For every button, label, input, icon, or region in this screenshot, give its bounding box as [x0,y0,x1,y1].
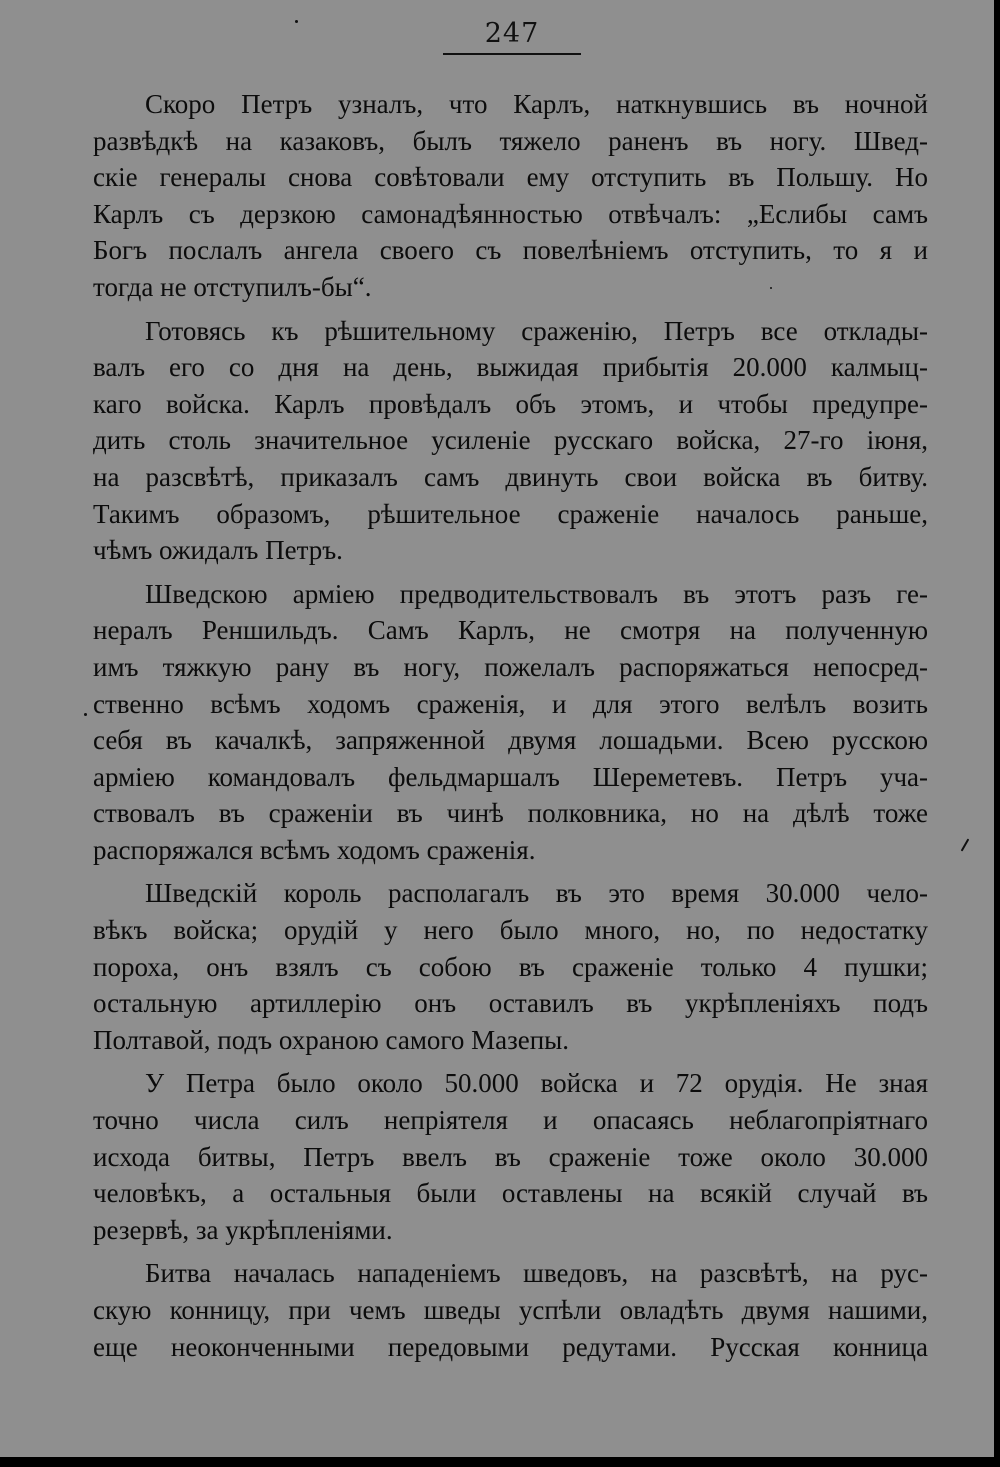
print-speck [961,838,970,851]
text-line: арміею командовалъ фельдмаршалъ Шереметевъ. Петръ уча- [93,761,928,792]
paragraph-gap [93,1058,928,1065]
paragraph-gap [93,868,928,875]
text-line: Карлъ съ дерзкою самонадѣянностью отвѣчалъ: „Еслибы самъ [93,198,928,229]
paragraph [93,875,928,1058]
text-line: развѣдкѣ на казаковъ, былъ тяжело раненъ въ ногу. Швед- [93,125,928,156]
paragraph-gap [93,569,928,576]
print-speck [295,20,298,23]
text-line: Шведскій король располагалъ въ это время 30.000 чело- [145,878,928,909]
body-text [93,86,928,1365]
text-line: еще неоконченными передовыми редутами. Русская конница [93,1331,928,1362]
print-speck [84,713,87,716]
text-line: распоряжался всѣмъ ходомъ сраженія. [93,834,536,865]
text-line: имъ тяжкую рану въ ногу, пожелалъ распоряжаться непосред- [93,651,928,682]
text-line: скіе генералы снова совѣтовали ему отступить въ Польшу. Но [93,162,928,193]
scan-edge-bottom [0,1457,1000,1467]
scan-edge-right [994,0,1000,1467]
text-line: Такимъ образомъ, рѣшительное сраженіе началось раньше, [93,498,928,529]
text-line: нералъ Реншильдъ. Самъ Карлъ, не смотря на полученную [93,615,928,646]
page-number: 247 [484,18,540,49]
text-line: ственно всѣмъ ходомъ сраженія, и для этого велѣлъ возить [93,688,928,719]
text-line: себя въ качалкѣ, запряженной двумя лошадьми. Всею русскою [93,725,928,756]
text-line: на разсвѣтѣ, приказалъ самъ двинуть свои войска въ битву. [93,461,928,492]
paragraph [93,86,928,306]
text-line: каго войска. Карлъ провѣдалъ объ этомъ, и чтобы предупре- [93,388,928,419]
text-line: скую конницу, при чемъ шведы успѣли овладѣть двумя нашими, [93,1295,928,1325]
text-line: Готовясь къ рѣшительному сраженію, Петръ все отклады- [145,315,928,346]
text-line: тогда не отступилъ-бы“. [93,271,372,302]
text-line: Богъ послалъ ангела своего съ повелѣніемъ отступить, то я и [93,235,928,266]
paragraph [93,576,928,869]
text-line: чѣмъ ожидалъ Петръ. [93,535,343,566]
header-rule [443,53,581,55]
paragraph-gap [93,306,928,313]
text-line: Скоро Петръ узналъ, что Карлъ, наткнувшись въ ночной [145,89,928,119]
text-line: остальную артиллерію онъ оставилъ въ укрѣпленіяхъ подъ [93,988,928,1019]
text-line: исхода битвы, Петръ ввелъ въ сраженіе тоже около 30.000 [93,1141,928,1172]
text-line: Полтавой, подъ охраною самого Мазепы. [93,1024,570,1055]
text-line: Битва началась нападеніемъ шведовъ, на разсвѣтѣ, на рус- [145,1258,928,1289]
text-line: точно числа силъ непріятеля и опасаясь неблагопріятнаго [93,1105,928,1136]
text-line: У Петра было около 50.000 войска и 72 орудія. Не зная [145,1068,928,1099]
text-line: валъ его со дня на день, выжидая прибытія 20.000 калмыц- [93,352,928,383]
paragraph [93,1065,928,1248]
text-line: резервѣ, за укрѣпленіями. [93,1214,393,1245]
paragraph [93,1255,928,1365]
text-line: ствовалъ въ сраженіи въ чинѣ полковника, но на дѣлѣ тоже [93,798,928,829]
paragraph-gap [93,1248,928,1255]
text-line: пороха, онъ взялъ съ собою въ сраженіе только 4 пушки; [93,951,928,982]
text-line: дить столь значительное усиленіе русскаго войска, 27-го іюня, [93,425,928,456]
text-line: вѣкъ войска; орудій у него было много, но, по недостатку [93,915,928,946]
text-line: человѣкъ, а остальныя были оставлены на всякій случай въ [93,1178,928,1209]
text-line: Шведскою арміею предводительствовалъ въ этотъ разъ ге- [145,578,928,609]
paragraph [93,313,928,569]
